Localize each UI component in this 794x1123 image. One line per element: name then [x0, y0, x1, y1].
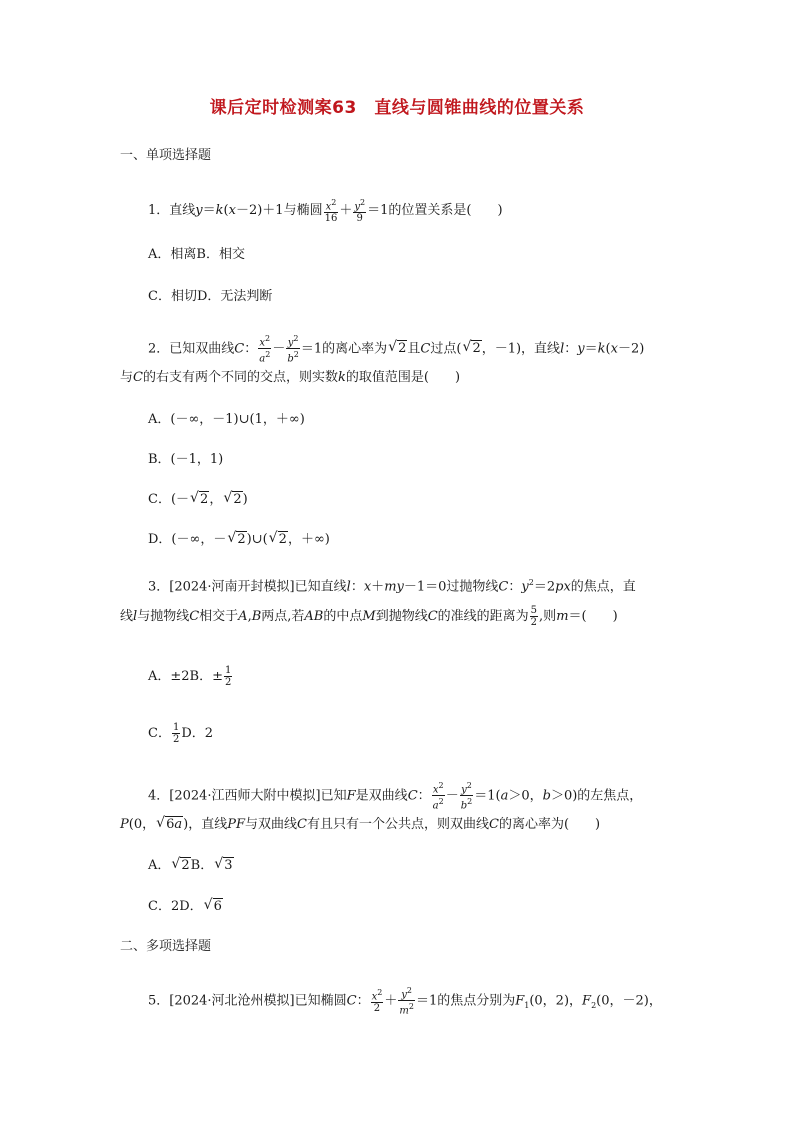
section-heading-multi-choice: 二、多项选择题: [120, 939, 212, 954]
question-3-stem-line1: 3．[2024·河南开封模拟]已知直线l：x＋my－1＝0过抛物线C：$y^2=2px$的焦点，直: [148, 578, 636, 595]
question-2-option-b: B．(－1，1): [148, 452, 224, 467]
question-2-option-d: D．(－∞，－√ 2)∪(√ 2，＋∞): [148, 530, 330, 550]
question-3-options-cd: C． $\frac{1}{2}$ D．2: [148, 722, 214, 745]
question-2-option-a: A．(－∞，－1)∪(1，＋∞): [148, 412, 305, 427]
question-4-stem-line1: 4．[2024·江西师大附中模拟]已知F是双曲线C： $\frac{x^2}{a^2}$ － $\frac{y^2}{b^2}$ ＝1(a＞0，b＞0)的左焦点，: [148, 781, 643, 812]
section-heading-single-choice: 一、单项选择题: [120, 148, 212, 163]
question-3-stem-line2: 线l与抛物线C相交于A,B两点,若AB的中点M到抛物线C的准线的距离为 $\frac{5}{2}$ ,则m＝( ): [120, 605, 618, 628]
question-2-option-c: C．(－√ 2，√ 2): [148, 490, 248, 510]
question-3-options-ab: A．±2B．± $\frac{1}{2}$: [148, 665, 232, 688]
question-4-options-cd: C．2D．√ 6: [148, 897, 223, 917]
page-title: 课后定时检测案63 直线与圆锥曲线的位置关系: [209, 98, 585, 118]
question-1-options-cd: C．相切D．无法判断: [148, 289, 273, 304]
question-1-stem: 1．直线y＝k(x－2)＋1与椭圆 $\frac{x^2}{16}$ ＋ $\frac{y^2}{9}$ ＝1的位置关系是( ): [148, 198, 503, 225]
question-2-stem-line2: 与C的右支有两个不同的交点，则实数k的取值范围是( ): [120, 370, 461, 385]
question-2-stem-line1: 2．已知双曲线C： $\frac{x^2}{a^2}$ － $\frac{y^2}{b^2}$ ＝1的离心率为√ 2且C过点(√ 2，－1)，直线l：y＝k(x－2): [148, 333, 644, 365]
question-4-options-ab: A．√ 2B．√ 3: [148, 856, 234, 876]
question-1-options-ab: A．相离B．相交: [148, 247, 245, 262]
question-5-stem: 5．[2024·河北沧州模拟]已知椭圆C： $\frac{x^2}{2}$ ＋ $\frac{y^2}{m^2}$ ＝1的焦点分别为$F_1(0$，2)，$F_2(0$，－2)，: [148, 986, 662, 1017]
question-4-stem-line2: P(0，√ 6a)，直线PF与双曲线C有且只有一个公共点，则双曲线C的离心率为( ): [120, 815, 600, 835]
